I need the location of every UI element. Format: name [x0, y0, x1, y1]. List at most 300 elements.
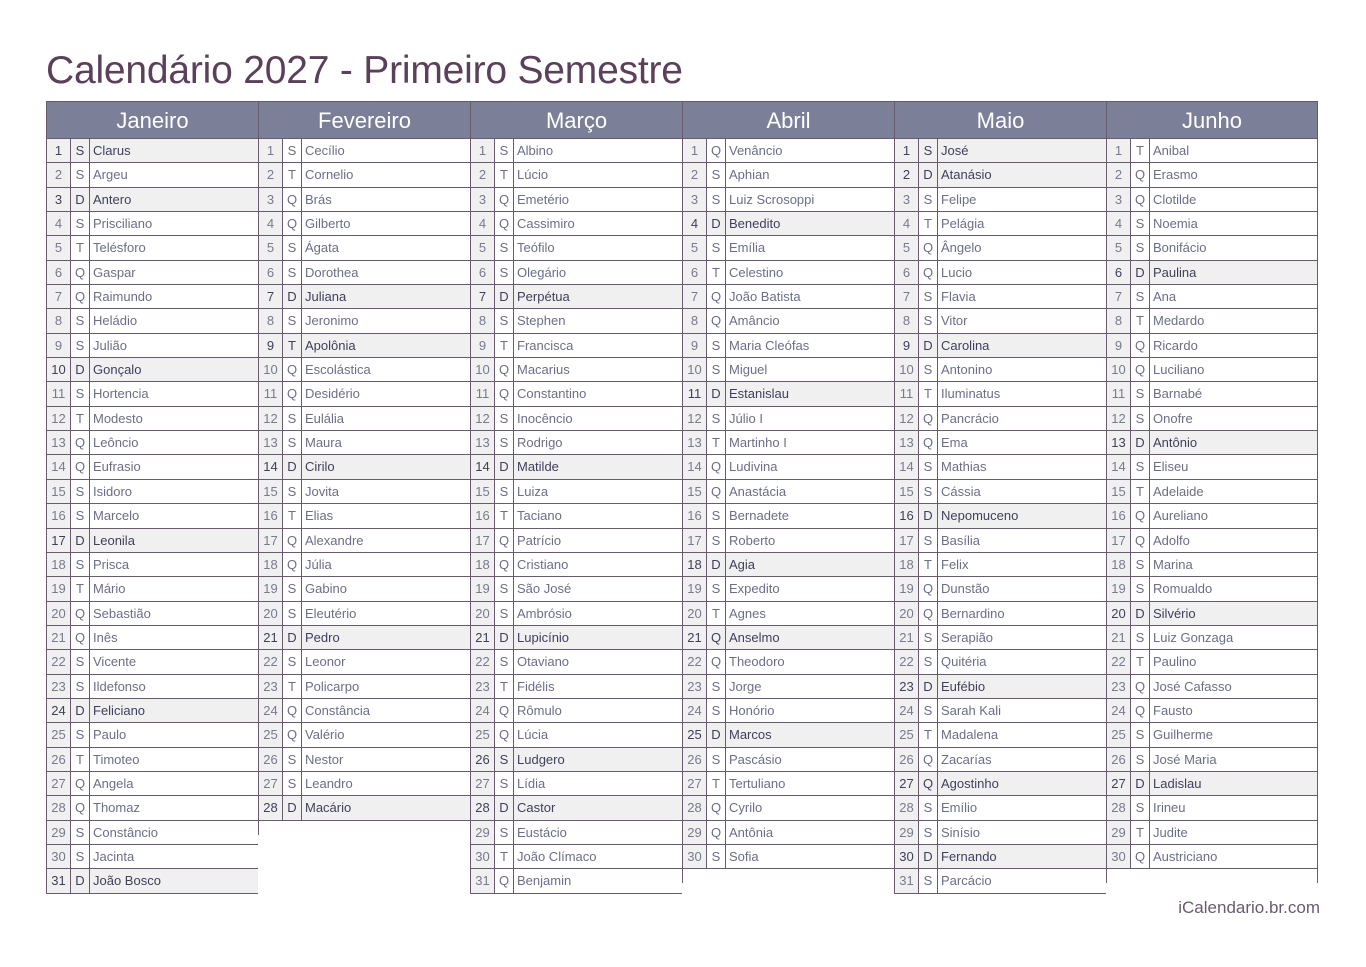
- day-row: [895, 407, 1106, 431]
- saint-name: Benjamin: [517, 873, 572, 889]
- saint-name: Antônia: [729, 824, 774, 840]
- weekday-letter: D: [71, 188, 90, 211]
- weekday-letter: S: [1131, 553, 1150, 576]
- saint-name: José Cafasso: [1153, 678, 1232, 694]
- day-number: 8: [895, 309, 919, 332]
- day-row: [683, 650, 894, 674]
- saint-name: Sarah Kali: [941, 702, 1001, 718]
- day-row-highlighted: [683, 212, 894, 236]
- saint-name: Bernardino: [941, 605, 1005, 621]
- day-number: 30: [895, 845, 919, 868]
- day-row: [683, 407, 894, 431]
- weekday-letter: S: [495, 602, 514, 625]
- saint-name: Cristiano: [517, 556, 569, 572]
- day-number: 7: [683, 285, 707, 308]
- day-row: [683, 748, 894, 772]
- weekday-letter: D: [919, 504, 938, 527]
- weekday-letter: S: [495, 821, 514, 844]
- saint-name: Aureliano: [1153, 508, 1208, 524]
- saint-name: Jeronimo: [305, 313, 359, 329]
- day-number: 26: [259, 748, 283, 771]
- day-number: 6: [259, 261, 283, 284]
- saint-name: Eustácio: [517, 824, 567, 840]
- day-row-highlighted: [895, 675, 1106, 699]
- day-row: [47, 261, 258, 285]
- day-row-highlighted: [47, 529, 258, 553]
- saint-name: Constância: [305, 702, 371, 718]
- day-number: 15: [683, 480, 707, 503]
- column-stub: [1107, 869, 1317, 883]
- weekday-letter: Q: [707, 139, 726, 162]
- day-row: [47, 504, 258, 528]
- day-number: 10: [895, 358, 919, 381]
- day-number: 13: [1107, 431, 1131, 454]
- saint-name: Patrício: [517, 532, 562, 548]
- day-row: [471, 602, 682, 626]
- weekday-letter: S: [1131, 723, 1150, 746]
- day-row: [259, 480, 470, 504]
- day-row: [259, 553, 470, 577]
- day-row: [259, 650, 470, 674]
- weekday-letter: S: [71, 480, 90, 503]
- month-header: Fevereiro: [258, 101, 470, 139]
- day-number: 8: [47, 309, 71, 332]
- weekday-letter: D: [283, 796, 302, 819]
- day-row: [471, 845, 682, 869]
- day-number: 4: [259, 212, 283, 235]
- weekday-letter: Q: [707, 285, 726, 308]
- day-row-highlighted: [895, 772, 1106, 796]
- day-number: 14: [471, 455, 495, 478]
- day-number: 22: [47, 650, 71, 673]
- weekday-letter: S: [71, 650, 90, 673]
- day-number: 24: [259, 699, 283, 722]
- day-row: [895, 821, 1106, 845]
- day-row: [471, 212, 682, 236]
- weekday-letter: S: [919, 455, 938, 478]
- weekday-letter: S: [283, 577, 302, 600]
- weekday-letter: T: [495, 504, 514, 527]
- month-header: Maio: [894, 101, 1106, 139]
- day-row-highlighted: [1107, 261, 1317, 285]
- weekday-letter: Q: [495, 553, 514, 576]
- saint-name: Adelaide: [1153, 483, 1204, 499]
- day-list: [46, 139, 258, 894]
- day-row: [471, 382, 682, 406]
- weekday-letter: S: [919, 626, 938, 649]
- day-row-highlighted: [895, 845, 1106, 869]
- day-number: 24: [1107, 699, 1131, 722]
- day-row: [683, 821, 894, 845]
- day-number: 3: [47, 188, 71, 211]
- saint-name: Macário: [305, 800, 352, 816]
- weekday-letter: S: [71, 845, 90, 868]
- saint-name: Cornelio: [305, 167, 354, 183]
- day-row-highlighted: [895, 163, 1106, 187]
- weekday-letter: D: [283, 626, 302, 649]
- day-row: [895, 626, 1106, 650]
- weekday-letter: Q: [71, 796, 90, 819]
- day-number: 21: [259, 626, 283, 649]
- day-number: 23: [1107, 675, 1131, 698]
- saint-name: Eleutério: [305, 605, 357, 621]
- day-row: [683, 480, 894, 504]
- day-number: 28: [259, 796, 283, 819]
- weekday-letter: Q: [919, 261, 938, 284]
- day-number: 10: [683, 358, 707, 381]
- day-number: 8: [259, 309, 283, 332]
- saint-name: Medardo: [1153, 313, 1205, 329]
- day-number: 3: [471, 188, 495, 211]
- day-row: [47, 285, 258, 309]
- day-list: [894, 139, 1106, 894]
- saint-name: Inocêncio: [517, 410, 573, 426]
- day-row-highlighted: [683, 626, 894, 650]
- weekday-letter: S: [1131, 382, 1150, 405]
- saint-name: São José: [517, 581, 572, 597]
- day-number: 5: [895, 236, 919, 259]
- weekday-letter: S: [495, 309, 514, 332]
- day-row-highlighted: [259, 626, 470, 650]
- saint-name: Isidoro: [93, 483, 133, 499]
- saint-name: Lídia: [517, 775, 546, 791]
- saint-name: Marcelo: [93, 508, 140, 524]
- day-number: 15: [259, 480, 283, 503]
- weekday-letter: T: [1131, 139, 1150, 162]
- day-row: [683, 334, 894, 358]
- saint-name: Raimundo: [93, 289, 153, 305]
- day-row: [259, 407, 470, 431]
- day-number: 22: [683, 650, 707, 673]
- saint-name: Cássia: [941, 483, 981, 499]
- day-row: [259, 188, 470, 212]
- day-row: [47, 845, 258, 869]
- weekday-letter: S: [919, 285, 938, 308]
- saint-name: Júlia: [305, 556, 332, 572]
- day-list: [1106, 139, 1318, 883]
- day-number: 19: [895, 577, 919, 600]
- weekday-letter: Q: [495, 188, 514, 211]
- day-number: 1: [895, 139, 919, 162]
- weekday-letter: S: [919, 309, 938, 332]
- day-number: 3: [259, 188, 283, 211]
- weekday-letter: Q: [71, 431, 90, 454]
- day-row: [259, 602, 470, 626]
- saint-name: Romualdo: [1153, 581, 1213, 597]
- day-row: [1107, 748, 1317, 772]
- day-row: [47, 626, 258, 650]
- saint-name: Ricardo: [1153, 337, 1198, 353]
- day-number: 18: [47, 553, 71, 576]
- weekday-letter: T: [1131, 309, 1150, 332]
- weekday-letter: S: [919, 358, 938, 381]
- day-row: [683, 699, 894, 723]
- weekday-letter: Q: [919, 748, 938, 771]
- saint-name: Luiza: [517, 483, 549, 499]
- saint-name: Benedito: [729, 216, 781, 232]
- month-column-fevereiro: [258, 101, 470, 894]
- weekday-letter: S: [283, 480, 302, 503]
- saint-name: Ludivina: [729, 459, 778, 475]
- day-row: [259, 163, 470, 187]
- saint-name: Erasmo: [1153, 167, 1198, 183]
- weekday-letter: S: [495, 407, 514, 430]
- weekday-letter: Q: [1131, 699, 1150, 722]
- day-number: 13: [471, 431, 495, 454]
- weekday-letter: Q: [1131, 163, 1150, 186]
- weekday-letter: Q: [283, 699, 302, 722]
- saint-name: Bernadete: [729, 508, 789, 524]
- column-stub: [259, 821, 470, 835]
- day-number: 28: [47, 796, 71, 819]
- saint-name: Clarus: [93, 143, 131, 158]
- day-row: [895, 553, 1106, 577]
- weekday-letter: T: [283, 163, 302, 186]
- saint-name: Dunstão: [941, 581, 990, 597]
- saint-name: Cecílio: [305, 143, 345, 158]
- day-row: [47, 772, 258, 796]
- saint-name: Constantino: [517, 386, 587, 402]
- saint-name: Noemia: [1153, 216, 1198, 232]
- day-number: 11: [47, 382, 71, 405]
- month-header: Janeiro: [46, 101, 258, 139]
- weekday-letter: S: [1131, 236, 1150, 259]
- day-number: 27: [1107, 772, 1131, 795]
- day-number: 9: [1107, 334, 1131, 357]
- saint-name: Pedro: [305, 629, 340, 645]
- saint-name: Sebastião: [93, 605, 151, 621]
- weekday-letter: S: [71, 309, 90, 332]
- day-number: 22: [259, 650, 283, 673]
- weekday-letter: Q: [283, 212, 302, 235]
- day-number: 21: [1107, 626, 1131, 649]
- weekday-letter: Q: [707, 650, 726, 673]
- weekday-letter: S: [71, 382, 90, 405]
- day-number: 1: [259, 139, 283, 162]
- day-number: 21: [47, 626, 71, 649]
- month-column-junho: [1106, 101, 1318, 894]
- weekday-letter: D: [283, 455, 302, 478]
- weekday-letter: S: [71, 675, 90, 698]
- weekday-letter: Q: [283, 723, 302, 746]
- weekday-letter: Q: [495, 358, 514, 381]
- weekday-letter: Q: [919, 577, 938, 600]
- weekday-letter: S: [919, 188, 938, 211]
- day-number: 28: [471, 796, 495, 819]
- day-number: 20: [259, 602, 283, 625]
- day-row: [1107, 480, 1317, 504]
- day-row: [1107, 577, 1317, 601]
- day-row: [683, 163, 894, 187]
- saint-name: Eufébio: [941, 678, 986, 694]
- weekday-letter: T: [71, 236, 90, 259]
- weekday-letter: S: [283, 261, 302, 284]
- day-number: 2: [259, 163, 283, 186]
- day-row: [47, 553, 258, 577]
- weekday-letter: S: [919, 699, 938, 722]
- day-number: 16: [471, 504, 495, 527]
- month-header: Março: [470, 101, 682, 139]
- saint-name: Sofia: [729, 848, 759, 864]
- day-number: 23: [259, 675, 283, 698]
- weekday-letter: Q: [495, 212, 514, 235]
- weekday-letter: T: [283, 675, 302, 698]
- day-row: [895, 748, 1106, 772]
- weekday-letter: T: [495, 845, 514, 868]
- day-number: 2: [683, 163, 707, 186]
- day-row: [47, 675, 258, 699]
- day-row: [259, 236, 470, 260]
- weekday-letter: T: [71, 577, 90, 600]
- month-header: Abril: [682, 101, 894, 139]
- weekday-letter: Q: [1131, 334, 1150, 357]
- day-number: 16: [895, 504, 919, 527]
- weekday-letter: Q: [707, 309, 726, 332]
- day-number: 1: [683, 139, 707, 162]
- weekday-letter: Q: [283, 358, 302, 381]
- saint-name: Nepomuceno: [941, 508, 1019, 524]
- day-number: 9: [683, 334, 707, 357]
- day-row: [259, 529, 470, 553]
- saint-name: Francisca: [517, 337, 574, 353]
- day-number: 17: [471, 529, 495, 552]
- day-number: 16: [259, 504, 283, 527]
- weekday-letter: D: [1131, 602, 1150, 625]
- day-row-highlighted: [895, 504, 1106, 528]
- saint-name: Maria Cleófas: [729, 337, 810, 353]
- saint-name: Angela: [93, 775, 134, 791]
- day-number: 31: [895, 869, 919, 892]
- day-number: 14: [259, 455, 283, 478]
- day-number: 23: [895, 675, 919, 698]
- saint-name: Gilberto: [305, 216, 351, 232]
- saint-name: Perpétua: [517, 289, 570, 305]
- day-number: 12: [895, 407, 919, 430]
- weekday-letter: S: [283, 602, 302, 625]
- saint-name: Feliciano: [93, 702, 146, 718]
- saint-name: Gaspar: [93, 264, 136, 280]
- day-list: [258, 139, 470, 835]
- day-number: 15: [47, 480, 71, 503]
- day-number: 20: [471, 602, 495, 625]
- day-row: [683, 431, 894, 455]
- day-number: 5: [471, 236, 495, 259]
- day-number: 8: [683, 309, 707, 332]
- weekday-letter: S: [283, 650, 302, 673]
- day-number: 22: [1107, 650, 1131, 673]
- day-row: [1107, 650, 1317, 674]
- day-row: [47, 577, 258, 601]
- day-number: 10: [259, 358, 283, 381]
- weekday-letter: S: [919, 650, 938, 673]
- weekday-letter: D: [707, 382, 726, 405]
- saint-name: Modesto: [93, 410, 143, 426]
- day-row: [1107, 358, 1317, 382]
- day-number: 27: [895, 772, 919, 795]
- day-row: [471, 699, 682, 723]
- saint-name: Albino: [517, 143, 554, 158]
- saint-name: Dorothea: [305, 264, 359, 280]
- day-row: [47, 163, 258, 187]
- saint-name: Hortencia: [93, 386, 149, 402]
- day-row: [895, 455, 1106, 479]
- day-number: 28: [1107, 796, 1131, 819]
- day-row: [1107, 796, 1317, 820]
- day-number: 9: [471, 334, 495, 357]
- day-number: 12: [47, 407, 71, 430]
- weekday-letter: S: [707, 748, 726, 771]
- day-row: [683, 529, 894, 553]
- weekday-letter: S: [919, 529, 938, 552]
- weekday-letter: Q: [71, 772, 90, 795]
- day-row: [47, 334, 258, 358]
- day-row: [47, 236, 258, 260]
- weekday-letter: S: [495, 480, 514, 503]
- day-row: [1107, 699, 1317, 723]
- day-number: 16: [47, 504, 71, 527]
- day-row: [1107, 139, 1317, 163]
- weekday-letter: S: [495, 139, 514, 162]
- saint-name: Amâncio: [729, 313, 780, 329]
- saint-name: Luiz Gonzaga: [1153, 629, 1234, 645]
- saint-name: Ildefonso: [93, 678, 146, 694]
- day-row: [683, 139, 894, 163]
- day-row: [471, 869, 682, 893]
- saint-name: Iluminatus: [941, 386, 1001, 402]
- day-row: [471, 163, 682, 187]
- weekday-letter: T: [1131, 650, 1150, 673]
- saint-name: José: [941, 143, 969, 158]
- day-row: [471, 529, 682, 553]
- day-row-highlighted: [259, 455, 470, 479]
- weekday-letter: S: [283, 431, 302, 454]
- weekday-letter: S: [71, 821, 90, 844]
- weekday-letter: S: [707, 163, 726, 186]
- day-row: [1107, 675, 1317, 699]
- day-number: 30: [471, 845, 495, 868]
- weekday-letter: Q: [283, 188, 302, 211]
- day-number: 25: [895, 723, 919, 746]
- day-number: 7: [471, 285, 495, 308]
- day-row: [683, 772, 894, 796]
- day-number: 12: [259, 407, 283, 430]
- day-number: 24: [471, 699, 495, 722]
- weekday-letter: Q: [71, 626, 90, 649]
- day-number: 15: [471, 480, 495, 503]
- saint-name: Rômulo: [517, 702, 562, 718]
- saint-name: Anibal: [1153, 143, 1190, 158]
- day-row: [683, 577, 894, 601]
- day-row: [895, 431, 1106, 455]
- weekday-letter: T: [283, 334, 302, 357]
- day-number: 6: [683, 261, 707, 284]
- day-number: 2: [471, 163, 495, 186]
- weekday-letter: T: [495, 675, 514, 698]
- day-row: [895, 869, 1106, 893]
- saint-name: Agostinho: [941, 775, 999, 791]
- day-row: [471, 577, 682, 601]
- saint-name: Julião: [93, 337, 127, 353]
- saint-name: Eufrasio: [93, 459, 141, 475]
- saint-name: Emília: [729, 240, 766, 256]
- day-number: 25: [47, 723, 71, 746]
- saint-name: Paulo: [93, 727, 127, 743]
- saint-name: Inês: [93, 629, 118, 645]
- saint-name: Guilherme: [1153, 727, 1213, 743]
- saint-name: Flavia: [941, 289, 976, 305]
- weekday-letter: S: [71, 212, 90, 235]
- day-row: [47, 723, 258, 747]
